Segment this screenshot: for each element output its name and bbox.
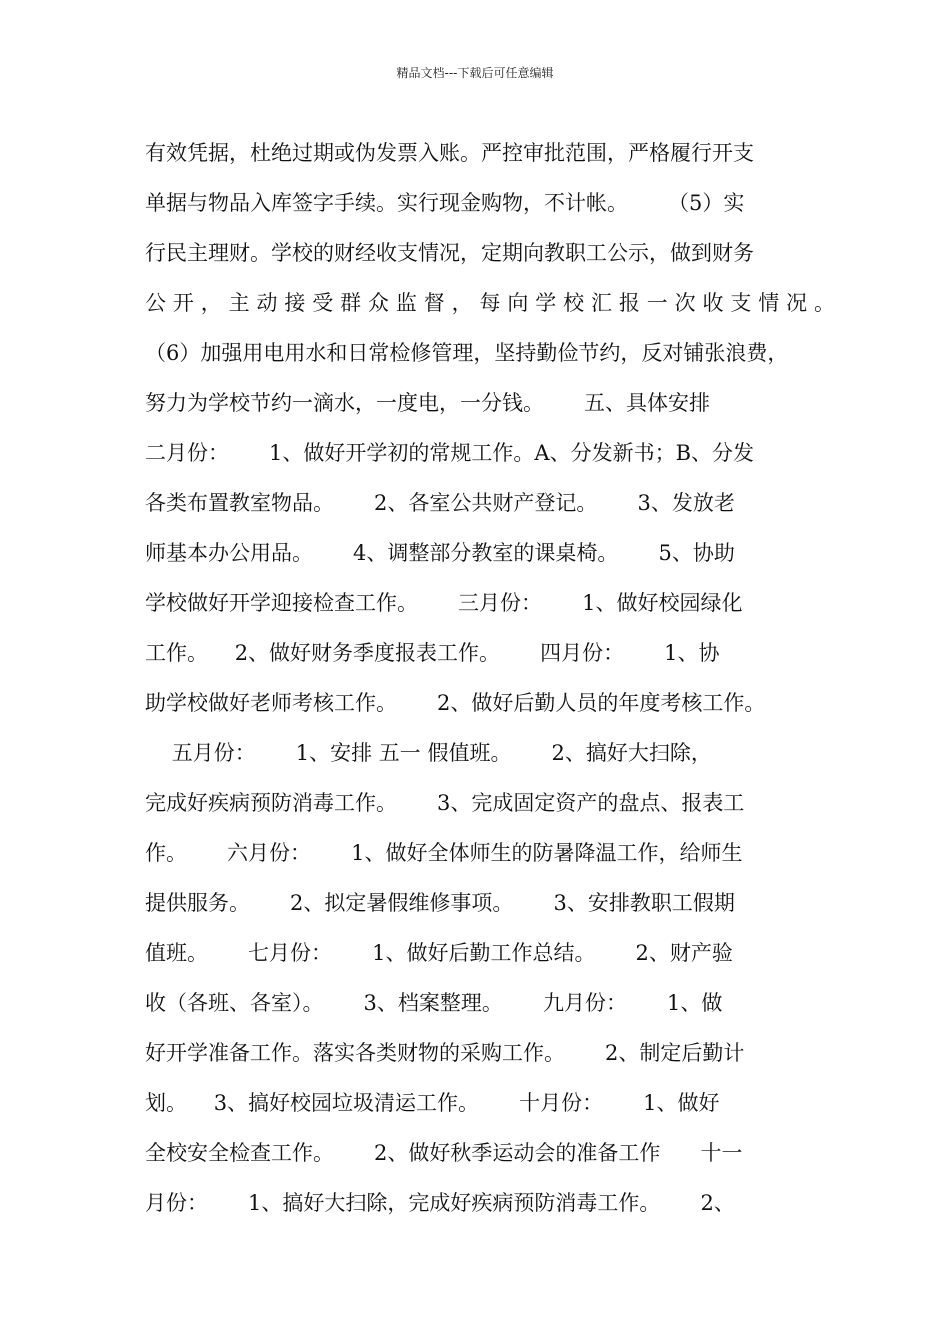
text-line: 全校安全检查工作。 2、做好秋季运动会的准备工作 十一 [145, 1141, 743, 1165]
text-line: 工作。 2、做好财务季度报表工作。 四月份： 1、协 [145, 641, 720, 665]
text-line: 收（各班、各室）。 3、档案整理。 九月份： 1、做 [145, 991, 723, 1015]
text-line: 提供服务。 2、拟定暑假维修事项。 3、安排教职工假期 [145, 891, 735, 915]
text-line: 各类布置教室物品。 2、各室公共财产登记。 3、发放老 [145, 491, 735, 515]
text-line: 单据与物品入库签字手续。实行现金购物，不计帐。 （5）实 [145, 191, 745, 215]
text-line: 行民主理财。学校的财经收支情况，定期向教职工公示，做到财务 [145, 241, 754, 265]
text-line: 二月份： 1、做好开学初的常规工作。A、分发新书；B、分发 [145, 441, 755, 465]
text-line: 好开学准备工作。落实各类财物的采购工作。 2、制定后勤计 [145, 1041, 745, 1065]
text-line: 作。 六月份： 1、做好全体师生的防暑降温工作，给师生 [145, 841, 743, 865]
page-header: 精品文档---下载后可任意编辑 [396, 66, 554, 80]
text-line: 有效凭据，杜绝过期或伪发票入账。严控审批范围，严格履行开支 [145, 141, 754, 165]
text-line: 五月份： 1、安排 五一 假值班。 2、搞好大扫除， [145, 741, 712, 765]
text-line: 助学校做好老师考核工作。 2、做好后勤人员的年度考核工作。 [145, 691, 766, 715]
text-line: 师基本办公用品。 4、调整部分教室的课桌椅。 5、协助 [145, 541, 735, 565]
document-body [145, 128, 835, 1228]
text-line: 月份： 1、搞好大扫除，完成好疾病预防消毒工作。 2、 [145, 1191, 735, 1215]
text-line: （6）加强用电用水和日常检修管理，坚持勤俭节约，反对铺张浪费， [145, 341, 789, 365]
text-line: 值班。 七月份： 1、做好后勤工作总结。 2、财产验 [145, 941, 733, 965]
text-line: 完成好疾病预防消毒工作。 3、完成固定资产的盘点、报表工 [145, 791, 745, 815]
text-line: 公开，主动接受群众监督，每向学校汇报一次收支情况。 [145, 291, 835, 315]
text-line: 划。 3、搞好校园垃圾清运工作。 十月份： 1、做好 [145, 1091, 720, 1115]
text-line: 努力为学校节约一滴水，一度电，一分钱。 五、具体安排 [145, 391, 711, 415]
text-line: 学校做好开学迎接检查工作。 三月份： 1、做好校园绿化 [145, 591, 743, 615]
